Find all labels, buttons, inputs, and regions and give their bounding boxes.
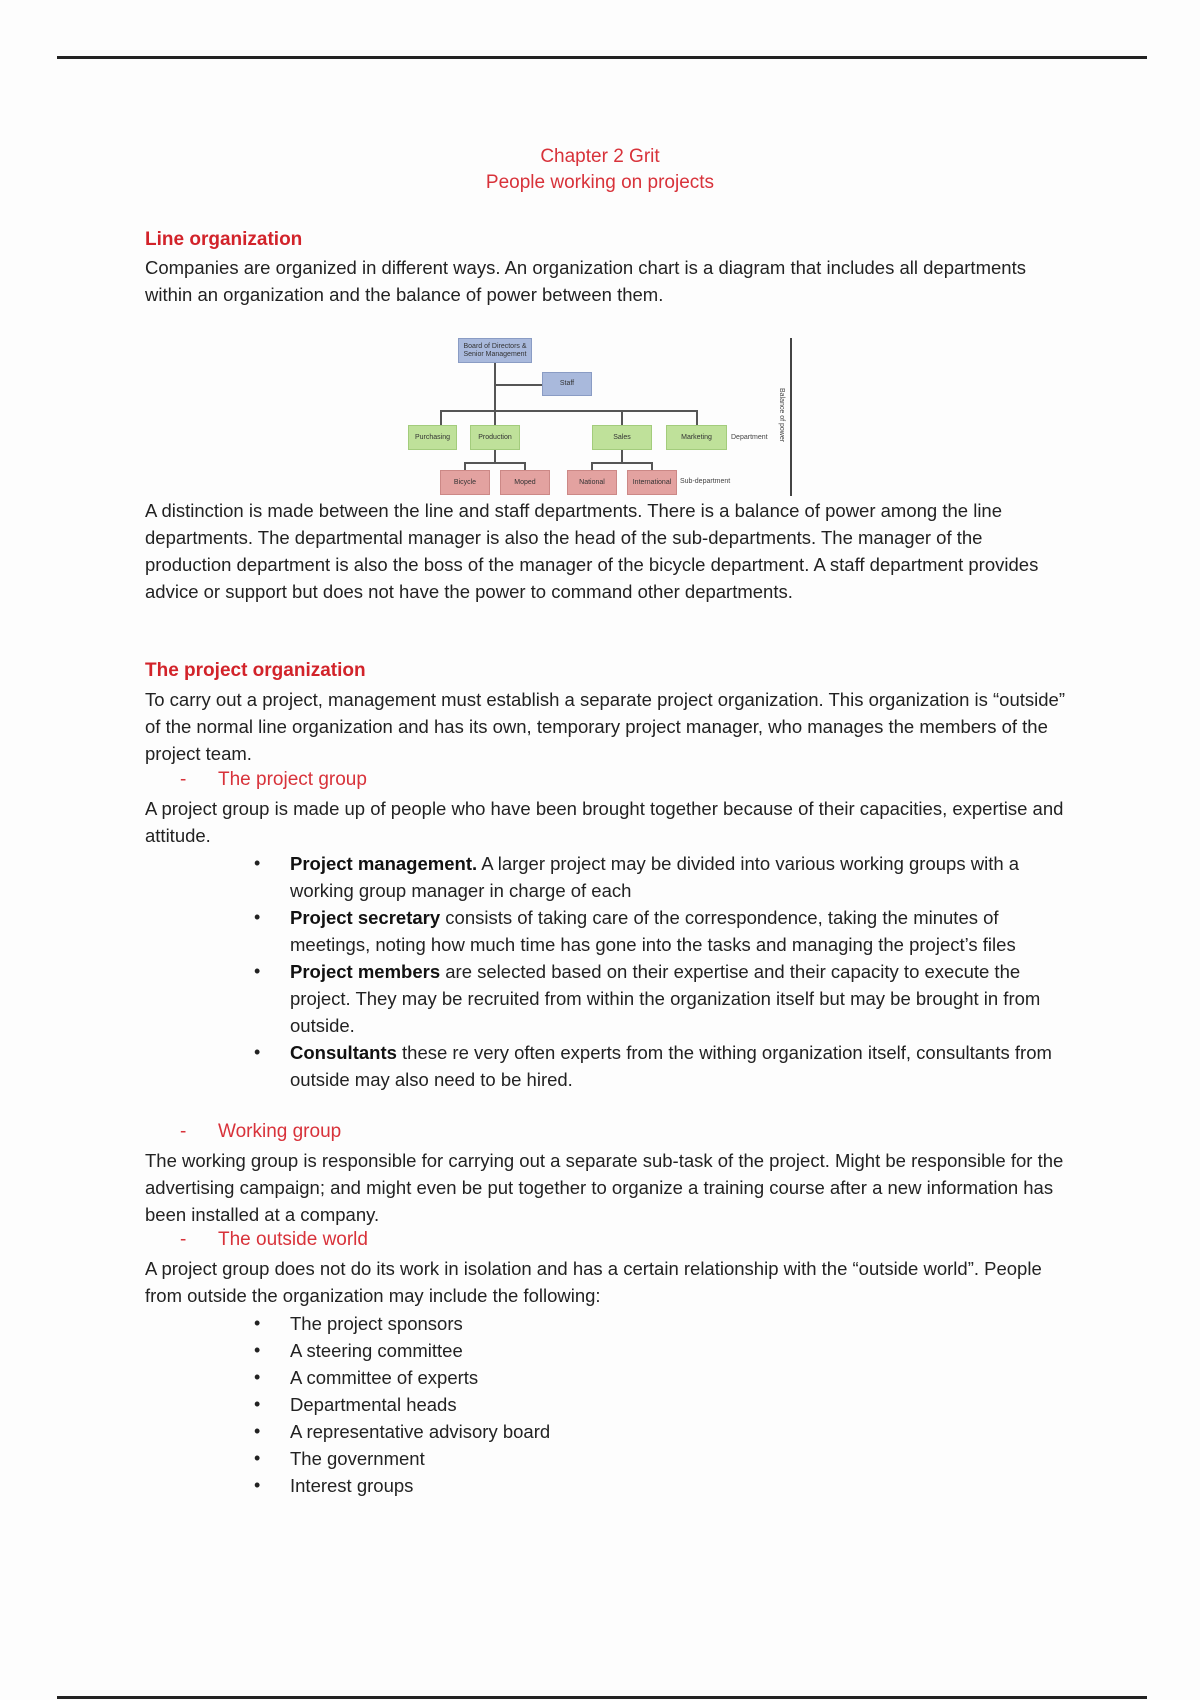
outside-world-text: A project group does not do its work in isolation and has a certain relationship with the “outside world”. People from outside the organization may include the following: [145, 1258, 1042, 1306]
org-box-subdepartment: National [567, 470, 617, 495]
list-item [240, 850, 1060, 904]
outside-parties-list [240, 1310, 1060, 1499]
project-group-roles-list [240, 850, 1060, 1093]
org-box-subdepartment: Bicycle [440, 470, 490, 495]
list-item [240, 1039, 1060, 1093]
bullet-icon: • [254, 1448, 261, 1468]
connector-line [494, 384, 542, 386]
org-box-department: Marketing [666, 425, 727, 450]
list-item [240, 1391, 1060, 1418]
bullet-icon: • [254, 1042, 261, 1062]
connector-line [524, 462, 526, 470]
dash-marker: - [180, 1121, 187, 1142]
list-item [240, 1337, 1060, 1364]
heading-line-organization: Line organization [145, 229, 303, 250]
list-item-text: A committee of experts [290, 1367, 479, 1388]
subheading-label: The project group [218, 769, 367, 790]
label-department: Department [731, 434, 768, 441]
connector-line [621, 450, 623, 462]
connector-line [591, 462, 593, 470]
project-org-intro: To carry out a project, management must establish a separate project organization. This organization is “outside” of the normal line organization and has its own, temporary project manager, who manages the members of the project team. [145, 689, 1065, 764]
connector-line [494, 450, 496, 462]
list-item [240, 1418, 1060, 1445]
connector-line [440, 410, 698, 412]
role-term: Project management. [290, 853, 478, 874]
connector-line [440, 410, 442, 425]
connector-line [591, 462, 653, 464]
bullet-icon: • [254, 1367, 261, 1387]
list-item-text: Interest groups [290, 1475, 414, 1496]
label-balance-of-power: Balance of power [778, 388, 785, 443]
subheading-working-group [180, 1121, 341, 1143]
org-box-subdepartment: International [627, 470, 677, 495]
role-description: A larger project may be divided into various working groups with a working group manager in charge of each [290, 853, 1020, 901]
list-item [240, 1472, 1060, 1499]
heading-project-organization: The project organization [145, 660, 366, 681]
label-sub-department: Sub-department [680, 478, 731, 485]
org-chart [280, 330, 1000, 505]
role-term: Consultants [290, 1042, 397, 1063]
bullet-icon: • [254, 1394, 261, 1414]
header-rule [57, 56, 1147, 59]
org-box-board: Board of Directors & Senior Management [458, 338, 532, 363]
org-box-department: Production [470, 425, 520, 450]
org-box-staff: Staff [542, 372, 592, 396]
org-box-department: Purchasing [408, 425, 457, 450]
chapter-subtitle: People working on projects [485, 172, 715, 193]
role-description: are selected based on their expertise and their capacity to execute the project. They may be recruited from within the organization itself but may be brought in from outside. [290, 961, 1041, 1036]
subheading-label: Working group [218, 1121, 342, 1142]
connector-line [651, 462, 653, 470]
connector-line [696, 410, 698, 425]
power-axis-line [790, 338, 792, 496]
org-box-subdepartment: Moped [500, 470, 550, 495]
subheading-project-group [180, 769, 367, 791]
role-description: consists of taking care of the correspondence, taking the minutes of meetings, noting how much time has gone into the tasks and managing the project’s files [290, 907, 1016, 955]
list-item-text: A steering committee [290, 1340, 463, 1361]
connector-line [464, 462, 526, 464]
role-description: these re very often experts from the withing organization itself, consultants from outside may also need to be hired. [290, 1042, 1052, 1090]
list-item-text: A representative advisory board [290, 1421, 551, 1442]
dash-marker: - [180, 769, 187, 790]
bullet-icon: • [254, 853, 261, 873]
subheading-label: The outside world [218, 1229, 368, 1250]
working-group-text: The working group is responsible for carrying out a separate sub-task of the project. Might be responsible for the advertising campaign; and might even be put together to organize a training course after a new information has been installed at a company. [145, 1150, 1064, 1225]
list-item [240, 904, 1060, 958]
dash-marker: - [180, 1229, 187, 1250]
bullet-icon: • [254, 1421, 261, 1441]
list-item [240, 958, 1060, 1039]
chapter-title: Chapter 2 Grit [540, 146, 660, 167]
list-item [240, 1364, 1060, 1391]
line-org-intro: Companies are organized in different ways. An organization chart is a diagram that includes all departments within an organization and the balance of power between them. [145, 257, 1026, 305]
list-item-text: Departmental heads [290, 1394, 457, 1415]
bullet-icon: • [254, 1313, 261, 1333]
project-group-text: A project group is made up of people who have been brought together because of their capacities, expertise and attitude. [145, 798, 1064, 846]
bullet-icon: • [254, 961, 261, 981]
footer-rule [57, 1696, 1147, 1699]
bullet-icon: • [254, 1475, 261, 1495]
list-item [240, 1445, 1060, 1472]
connector-line [621, 410, 623, 425]
list-item-text: The project sponsors [290, 1313, 463, 1334]
role-term: Project members [290, 961, 441, 982]
connector-line [464, 462, 466, 470]
list-item [240, 1310, 1060, 1337]
line-org-explanation: A distinction is made between the line and staff departments. There is a balance of power among the line departments. The departmental manager is also the head of the sub-departments. The manager of the production department is also the boss of the manager of the bicycle department. A staff department provides advice or support but does not have the power to command other departments. [145, 500, 1039, 602]
connector-line [494, 410, 496, 425]
bullet-icon: • [254, 1340, 261, 1360]
subheading-outside-world [180, 1229, 368, 1251]
role-term: Project secretary [290, 907, 441, 928]
list-item-text: The government [290, 1448, 425, 1469]
org-box-department: Sales [592, 425, 652, 450]
bullet-icon: • [254, 907, 261, 927]
